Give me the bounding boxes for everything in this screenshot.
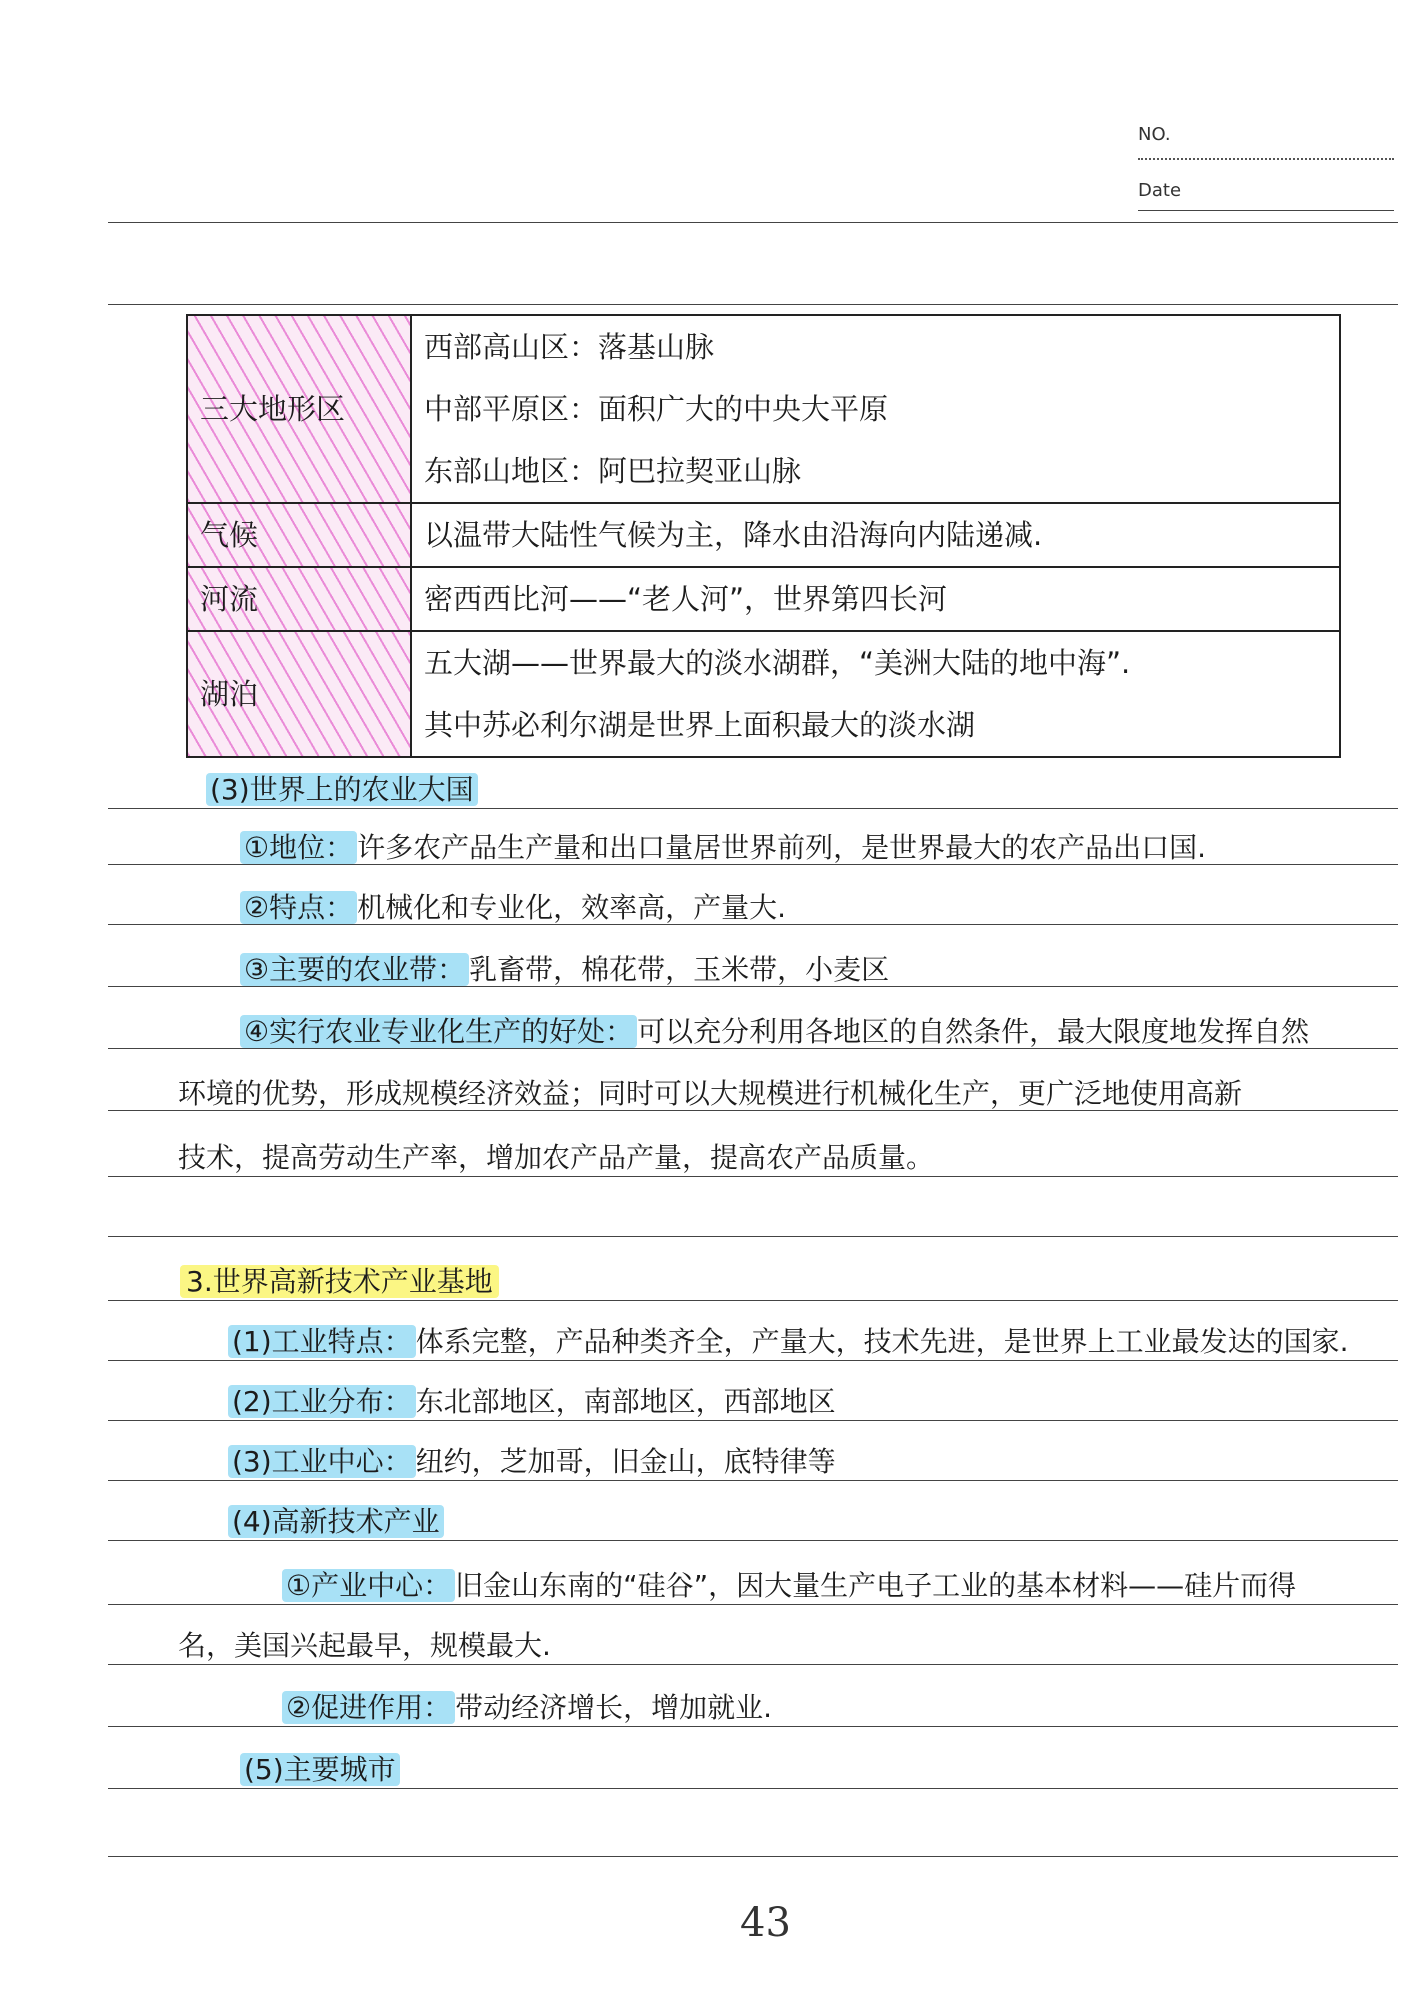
item-text: 旧金山东南的“硅谷”，因大量生产电子工业的基本材料——硅片而得 — [455, 1569, 1297, 1602]
page-number: 43 — [740, 1900, 791, 1946]
list-item — [240, 952, 889, 988]
agriculture-heading — [206, 772, 478, 808]
item-label: ③主要的农业带： — [240, 953, 469, 986]
table-row — [187, 503, 1340, 567]
table-value-cell — [411, 503, 1340, 567]
heading-highlight: (3)世界上的农业大国 — [206, 773, 478, 806]
row-value: 五大湖——世界最大的淡水湖群，“美洲大陆的地中海”. — [424, 646, 1131, 680]
row-value: 其中苏必利尔湖是世界上面积最大的淡水湖 — [424, 708, 976, 742]
table-key-cell — [187, 503, 411, 567]
list-item — [240, 1752, 400, 1788]
table-row — [187, 567, 1340, 631]
table-value-cell — [411, 315, 1340, 503]
item-label: (4)高新技术产业 — [228, 1505, 444, 1538]
ruled-line — [108, 1664, 1398, 1665]
table-value-cell — [411, 631, 1340, 757]
geography-table — [186, 314, 1341, 758]
continuation-line: 名，美国兴起最早，规模最大. — [178, 1629, 551, 1662]
item-label: (3)工业中心： — [228, 1445, 416, 1478]
item-label: ①产业中心： — [282, 1569, 455, 1602]
ruled-line — [108, 1236, 1398, 1237]
ruled-line — [108, 1300, 1398, 1301]
row-key: 河流 — [200, 582, 259, 616]
no-label: NO. — [1138, 124, 1171, 145]
item-text: 乳畜带，棉花带，玉米带，小麦区 — [469, 953, 890, 986]
ruled-line — [108, 1604, 1398, 1605]
item-text: 带动经济增长，增加就业. — [455, 1691, 773, 1724]
item-label: ④实行农业专业化生产的好处： — [240, 1015, 637, 1048]
row-value: 西部高山区：落基山脉 — [424, 330, 715, 364]
item-text: 纽约，芝加哥，旧金山，底特律等 — [415, 1445, 836, 1478]
row-value: 东部山地区：阿巴拉契亚山脉 — [424, 454, 802, 488]
ruled-line — [108, 222, 1398, 223]
item-label: ②促进作用： — [282, 1691, 455, 1724]
row-key: 三大地形区 — [200, 392, 346, 426]
table-key-cell — [187, 567, 411, 631]
list-item — [228, 1384, 836, 1420]
list-item — [228, 1504, 444, 1540]
table-row — [187, 315, 1340, 503]
ruled-line — [108, 1788, 1398, 1789]
item-text: 可以充分利用各地区的自然条件，最大限度地发挥自然 — [637, 1015, 1310, 1048]
list-item — [282, 1690, 772, 1726]
item-text: 许多农产品生产量和出口量居世界前列，是世界最大的农产品出口国. — [357, 831, 1207, 864]
row-value: 密西西比河——“老人河”，世界第四长河 — [424, 582, 948, 616]
list-item — [240, 830, 1206, 866]
heading-highlight: 3.世界高新技术产业基地 — [180, 1265, 499, 1298]
list-item — [240, 890, 786, 926]
item-label: (2)工业分布： — [228, 1385, 416, 1418]
ruled-line — [108, 1480, 1398, 1481]
ruled-line — [108, 1540, 1398, 1541]
item-text: 体系完整，产品种类齐全，产量大，技术先进，是世界上工业最发达的国家. — [415, 1325, 1349, 1358]
ruled-line — [108, 304, 1398, 305]
list-item — [228, 1444, 836, 1480]
row-value: 以温带大陆性气候为主，降水由沿海向内陆递减. — [424, 518, 1043, 552]
continuation-line: 技术，提高劳动生产率，增加农产品产量，提高农产品质量。 — [178, 1141, 935, 1174]
item-text: 机械化和专业化，效率高，产量大. — [357, 891, 787, 924]
item-text: 东北部地区，南部地区，西部地区 — [415, 1385, 836, 1418]
table-row — [187, 631, 1340, 757]
list-item — [282, 1568, 1296, 1604]
item-label: (5)主要城市 — [240, 1753, 400, 1786]
row-key: 气候 — [200, 518, 259, 552]
ruled-line — [108, 1726, 1398, 1727]
item-label: ②特点： — [240, 891, 357, 924]
date-label: Date — [1138, 180, 1182, 201]
item-label: ①地位： — [240, 831, 357, 864]
row-value: 中部平原区：面积广大的中央大平原 — [424, 392, 889, 426]
ruled-line — [108, 1420, 1398, 1421]
table-value-cell — [411, 567, 1340, 631]
hitech-heading — [180, 1264, 499, 1300]
list-item — [240, 1014, 1309, 1050]
ruled-line — [108, 1176, 1398, 1177]
table-key-cell — [187, 315, 411, 503]
continuation-line: 环境的优势，形成规模经济效益；同时可以大规模进行机械化生产，更广泛地使用高新 — [178, 1077, 1243, 1110]
header-rule — [1138, 210, 1394, 211]
ruled-line — [108, 1856, 1398, 1857]
item-label: (1)工业特点： — [228, 1325, 416, 1358]
table-key-cell — [187, 631, 411, 757]
dotted-separator — [1138, 158, 1394, 160]
ruled-line — [108, 808, 1398, 809]
ruled-line — [108, 1360, 1398, 1361]
list-item — [228, 1324, 1349, 1360]
row-key: 湖泊 — [200, 677, 259, 711]
